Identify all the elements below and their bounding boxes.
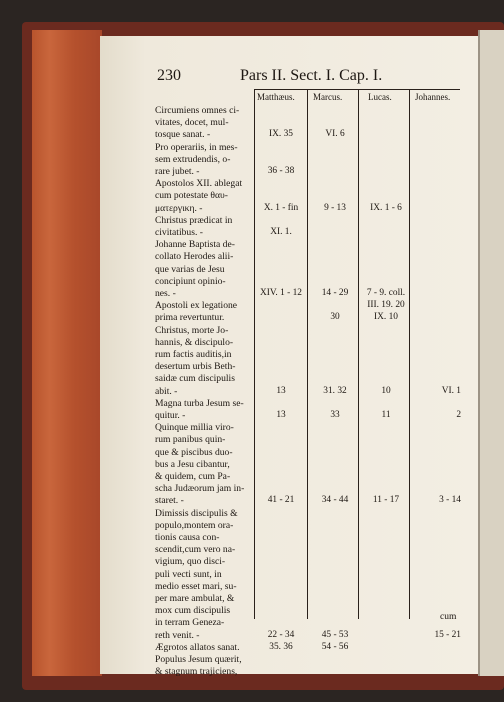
entry-line: hannis, & discipulo- bbox=[155, 336, 234, 348]
entry-line: Christus prædicat in bbox=[155, 214, 233, 226]
chapter-reference: 9 - 13 bbox=[324, 202, 346, 213]
chapter-reference: 3 - 14 bbox=[439, 495, 461, 506]
chapter-reference: XIV. 1 - 12 bbox=[259, 288, 302, 298]
column-rule-4 bbox=[409, 89, 410, 619]
chapter-reference: 35. 36 bbox=[269, 641, 293, 652]
entry-line: tionis causa con- bbox=[155, 532, 220, 543]
entry-line: cum potestate θαυ- bbox=[155, 190, 228, 202]
entry-line: prima revertuntur. bbox=[155, 312, 225, 324]
chapter-reference: IX. 1 - 6 bbox=[370, 202, 402, 213]
running-title: Pars II. Sect. I. Cap. I. bbox=[240, 67, 383, 84]
entry-line: rum factis auditis,in bbox=[155, 349, 232, 360]
chapter-reference: VI. 6 bbox=[325, 129, 345, 140]
column-header-marcus: Marcus. bbox=[313, 92, 343, 102]
entry-line: collato Herodes alii- bbox=[155, 251, 234, 263]
chapter-reference: 13 bbox=[276, 385, 286, 396]
chapter-reference: VI. 1 bbox=[441, 385, 461, 396]
entry-line: sem extrudendis, o- bbox=[155, 153, 231, 165]
entry-line: concipiunt opinio- bbox=[155, 275, 226, 287]
chapter-reference: 45 - 53 bbox=[321, 629, 349, 640]
chapter-reference: III. 19. 20 bbox=[367, 300, 405, 311]
entry-line: vigium, quo disci- bbox=[155, 556, 226, 568]
catchword: cum bbox=[440, 612, 457, 622]
red-page-edge bbox=[32, 30, 102, 676]
entry-line: vitates, docet, mul- bbox=[155, 117, 229, 129]
entry-line: desertum urbis Beth- bbox=[155, 361, 236, 373]
entry-line: civitatibus. - bbox=[155, 227, 203, 238]
column-rule-3 bbox=[358, 89, 359, 619]
entry-line: bus a Jesu cibantur, bbox=[155, 458, 230, 470]
entry-line: per mare ambulat, & bbox=[155, 593, 235, 604]
page-number: 230 bbox=[157, 67, 181, 84]
table-top-rule bbox=[254, 89, 460, 90]
chapter-reference: 30 bbox=[330, 312, 340, 323]
entry-line: rum panibus quin- bbox=[155, 434, 226, 446]
column-header-johannes: Johannes. bbox=[415, 92, 451, 102]
entry-line: mox cum discipulis bbox=[155, 605, 231, 617]
entry-line: reth venit. - bbox=[155, 629, 200, 641]
entry-line: & stagnum trajiciens, bbox=[155, 666, 238, 678]
chapter-reference: 15 - 21 bbox=[434, 629, 461, 640]
chapter-reference: 11 bbox=[381, 410, 391, 420]
entry-line: staret. - bbox=[155, 495, 184, 507]
entry-line: rare jubet. - bbox=[155, 166, 200, 177]
chapter-reference: 22 - 34 bbox=[267, 629, 295, 640]
chapter-reference: 36 - 38 bbox=[267, 166, 295, 176]
entry-line: populo,montem ora- bbox=[155, 519, 234, 531]
entry-line: Quinque millia viro- bbox=[155, 422, 234, 434]
entry-line: quitur. - bbox=[155, 410, 186, 421]
chapter-reference: 31. 32 bbox=[323, 385, 347, 396]
chapter-reference: 7 - 9. coll. bbox=[366, 288, 406, 298]
entry-line: Populus Jesum quærit, bbox=[155, 654, 242, 665]
entry-line: & quidem, cum Pa- bbox=[155, 471, 231, 482]
chapter-reference: 34 - 44 bbox=[321, 495, 349, 506]
chapter-reference: 11 - 17 bbox=[372, 495, 400, 506]
chapter-reference: 14 - 29 bbox=[321, 288, 349, 298]
entry-line: Ægrotos allatos sanat. bbox=[155, 641, 240, 653]
entry-line: que & piscibus duo- bbox=[155, 446, 233, 458]
entry-line: tosque sanat. - bbox=[155, 129, 211, 141]
chapter-reference: 10 bbox=[381, 385, 391, 396]
entry-line: Dimissis discipulis & bbox=[155, 507, 238, 519]
chapter-reference: IX. 35 bbox=[269, 129, 293, 140]
entry-line: Circumiens omnes ci- bbox=[155, 105, 240, 116]
entry-line: in terram Geneza- bbox=[155, 617, 225, 629]
entry-line: nes. - bbox=[155, 288, 176, 299]
chapter-reference: XI. 1. bbox=[270, 227, 292, 237]
chapter-reference: 13 bbox=[276, 410, 286, 420]
column-header-matthaeus: Matthæus. bbox=[257, 92, 295, 102]
chapter-reference: X. 1 - fin bbox=[263, 202, 299, 213]
entry-line: scha Judæorum jam in- bbox=[155, 483, 245, 495]
entry-line: ματεργικη. - bbox=[155, 202, 203, 214]
entry-line: Apostolos XII. ablegat bbox=[155, 178, 243, 190]
column-rule-2 bbox=[307, 89, 308, 619]
chapter-reference: 33 bbox=[330, 410, 340, 420]
entry-line: que varias de Jesu bbox=[155, 263, 225, 275]
column-header-lucas: Lucas. bbox=[368, 92, 392, 102]
entry-line: Pro operariis, in mes- bbox=[155, 141, 238, 153]
entry-line: medio esset mari, su- bbox=[155, 580, 237, 592]
entry-line: puli vecti sunt, in bbox=[155, 568, 222, 580]
chapter-reference: 41 - 21 bbox=[267, 495, 295, 506]
entry-line: abit. - bbox=[155, 385, 178, 397]
facing-page-edge bbox=[478, 30, 504, 676]
entry-line: Christus, morte Jo- bbox=[155, 324, 229, 336]
chapter-reference: 54 - 56 bbox=[321, 641, 349, 652]
entry-line: Apostoli ex legatione bbox=[155, 300, 238, 312]
chapter-reference: IX. 10 bbox=[374, 312, 398, 323]
entry-line: scendit,cum vero na- bbox=[155, 544, 236, 556]
entry-line: Johanne Baptista de- bbox=[155, 239, 235, 251]
entry-line: saidæ cum discipulis bbox=[155, 373, 235, 385]
chapter-reference: 2 bbox=[456, 410, 461, 420]
entry-line: Magna turba Jesum se- bbox=[155, 397, 244, 409]
